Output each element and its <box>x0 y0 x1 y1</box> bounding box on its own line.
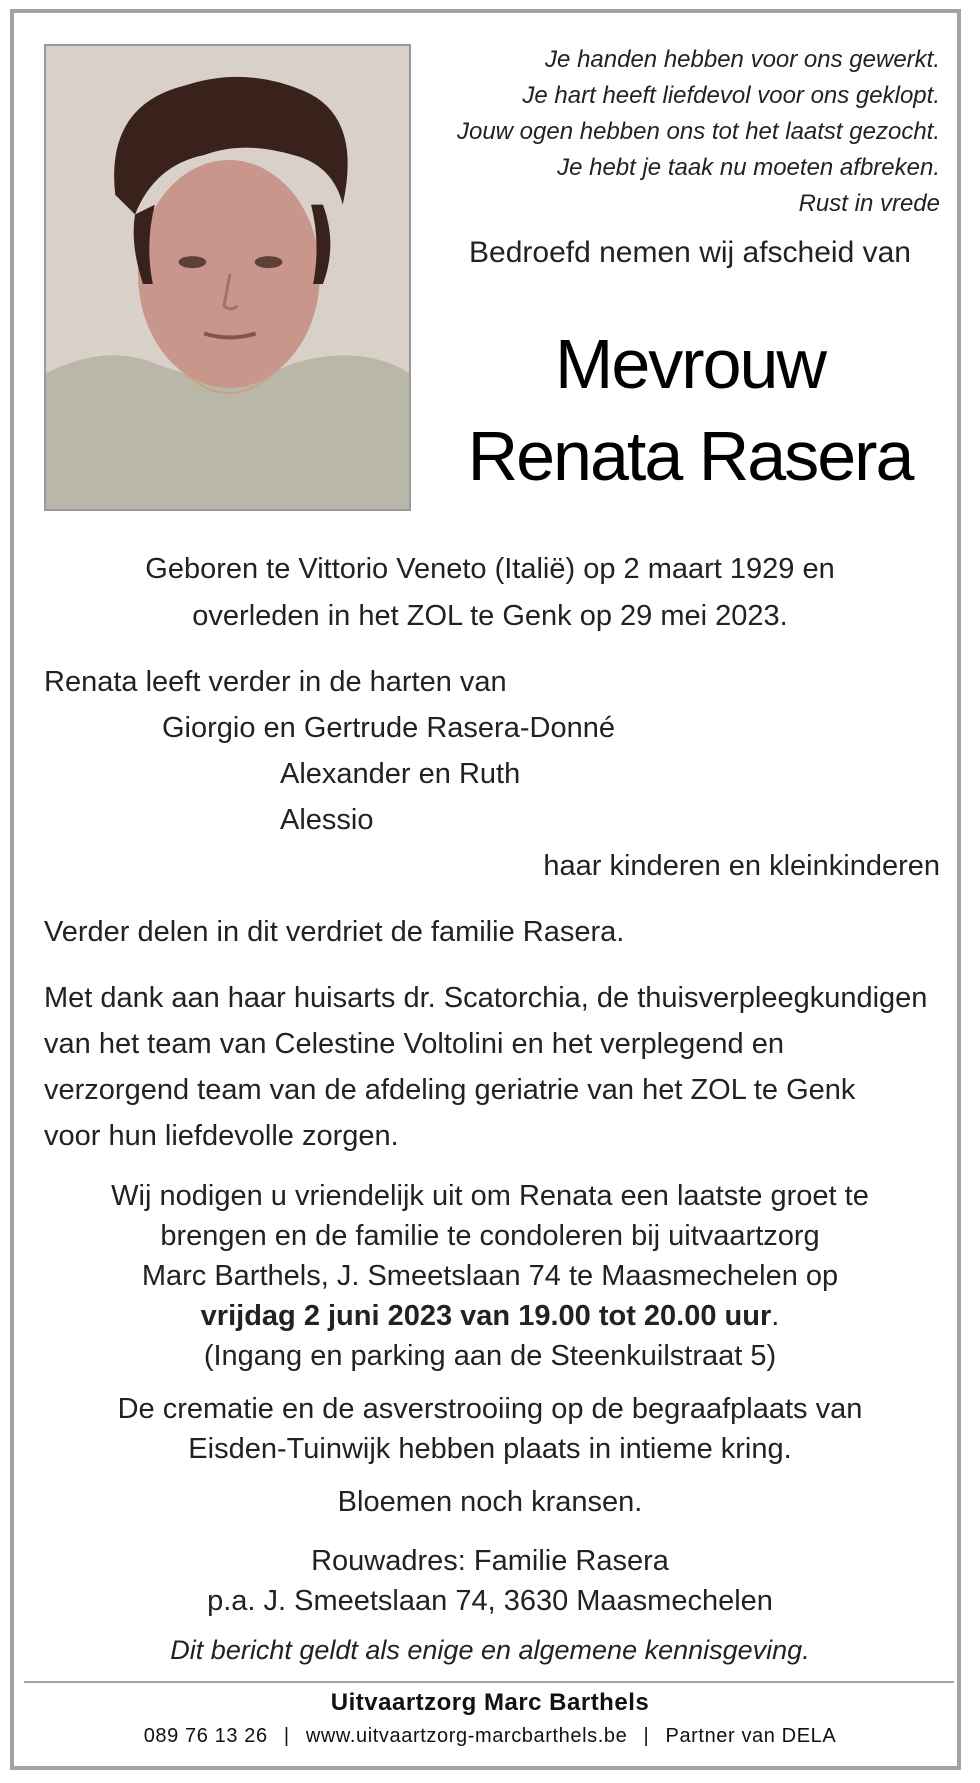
invite-datetime-suffix: . <box>771 1300 780 1332</box>
intro-text: Bedroefd nemen wij afscheid van <box>469 236 911 269</box>
poem-line: Je hebt je taak nu moeten afbreken. <box>557 154 940 181</box>
poem-line: Rust in vrede <box>798 190 940 217</box>
birth-death-info <box>60 546 920 640</box>
name-title: Mevrouw <box>555 325 825 403</box>
invite-datetime-line <box>40 1296 940 1336</box>
footer-contact <box>40 1725 940 1748</box>
invite-entrance: (Ingang en parking aan de Steenkuilstraat 5) <box>203 1340 777 1372</box>
poem-line: Je hart heeft liefdevol voor ons geklopt. <box>522 82 940 109</box>
invite-datetime: vrijdag 2 juni 2023 van 19.00 tot 20.00 uur <box>200 1300 772 1332</box>
family-name: Alexander en Ruth <box>280 758 521 790</box>
thanks-line: verzorgend team van de afdeling geriatrie van het ZOL te Genk <box>44 1074 856 1106</box>
share-text: Verder delen in dit verdriet de familie Rasera. <box>44 916 625 948</box>
born-line: Geboren te Vittorio Veneto (Italië) op 2 maart 1929 en <box>145 553 835 585</box>
died-line: overleden in het ZOL te Genk op 29 mei 2023. <box>192 600 788 632</box>
family-name: Alessio <box>280 804 374 836</box>
footer-website-link[interactable]: www.uitvaartzorg-marcbarthels.be <box>305 1725 628 1747</box>
notice-text: Dit bericht geldt als enige en algemene kennisgeving. <box>170 1635 810 1665</box>
portrait-photo <box>44 44 411 511</box>
address-line: Rouwadres: Familie Rasera <box>311 1545 669 1577</box>
flowers-text: Bloemen noch kransen. <box>337 1486 643 1518</box>
family-name: Giorgio en Gertrude Rasera-Donné <box>162 712 615 744</box>
thanks-line: voor hun liefdevolle zorgen. <box>44 1120 399 1152</box>
poem <box>457 42 940 222</box>
cremation-line: De crematie en de asverstrooiing op de begraafplaats van <box>117 1393 863 1425</box>
footer-partner: Partner van DELA <box>665 1725 837 1747</box>
cremation-line: Eisden-Tuinwijk hebben plaats in intieme kring. <box>188 1433 792 1465</box>
invite-line: brengen en de familie te condoleren bij uitvaartzorg <box>160 1220 820 1252</box>
footer-divider <box>24 1681 954 1683</box>
invite-line: Wij nodigen u vriendelijk uit om Renata een laatste groet te <box>111 1180 869 1212</box>
family-lead: Renata leeft verder in de harten van <box>44 666 507 698</box>
thanks-line: Met dank aan haar huisarts dr. Scatorchia, de thuisverpleegkundigen <box>44 982 928 1014</box>
address-line: p.a. J. Smeetslaan 74, 3630 Maasmechelen <box>207 1585 773 1617</box>
footer-separator: | <box>283 1725 290 1747</box>
family-relation: haar kinderen en kleinkinderen <box>543 850 940 882</box>
footer-separator: | <box>643 1725 650 1747</box>
invite-line: Marc Barthels, J. Smeetslaan 74 te Maasmechelen op <box>141 1260 839 1292</box>
thanks-line: van het team van Celestine Voltolini en het verplegend en <box>44 1028 784 1060</box>
poem-line: Je handen hebben voor ons gewerkt. <box>545 46 940 73</box>
poem-line: Jouw ogen hebben ons tot het laatst gezocht. <box>456 118 940 145</box>
name-full: Renata Rasera <box>467 417 913 495</box>
footer-phone: 089 76 13 26 <box>143 1725 268 1747</box>
deceased-name <box>440 318 940 502</box>
footer-company: Uitvaartzorg Marc Barthels <box>330 1689 650 1716</box>
